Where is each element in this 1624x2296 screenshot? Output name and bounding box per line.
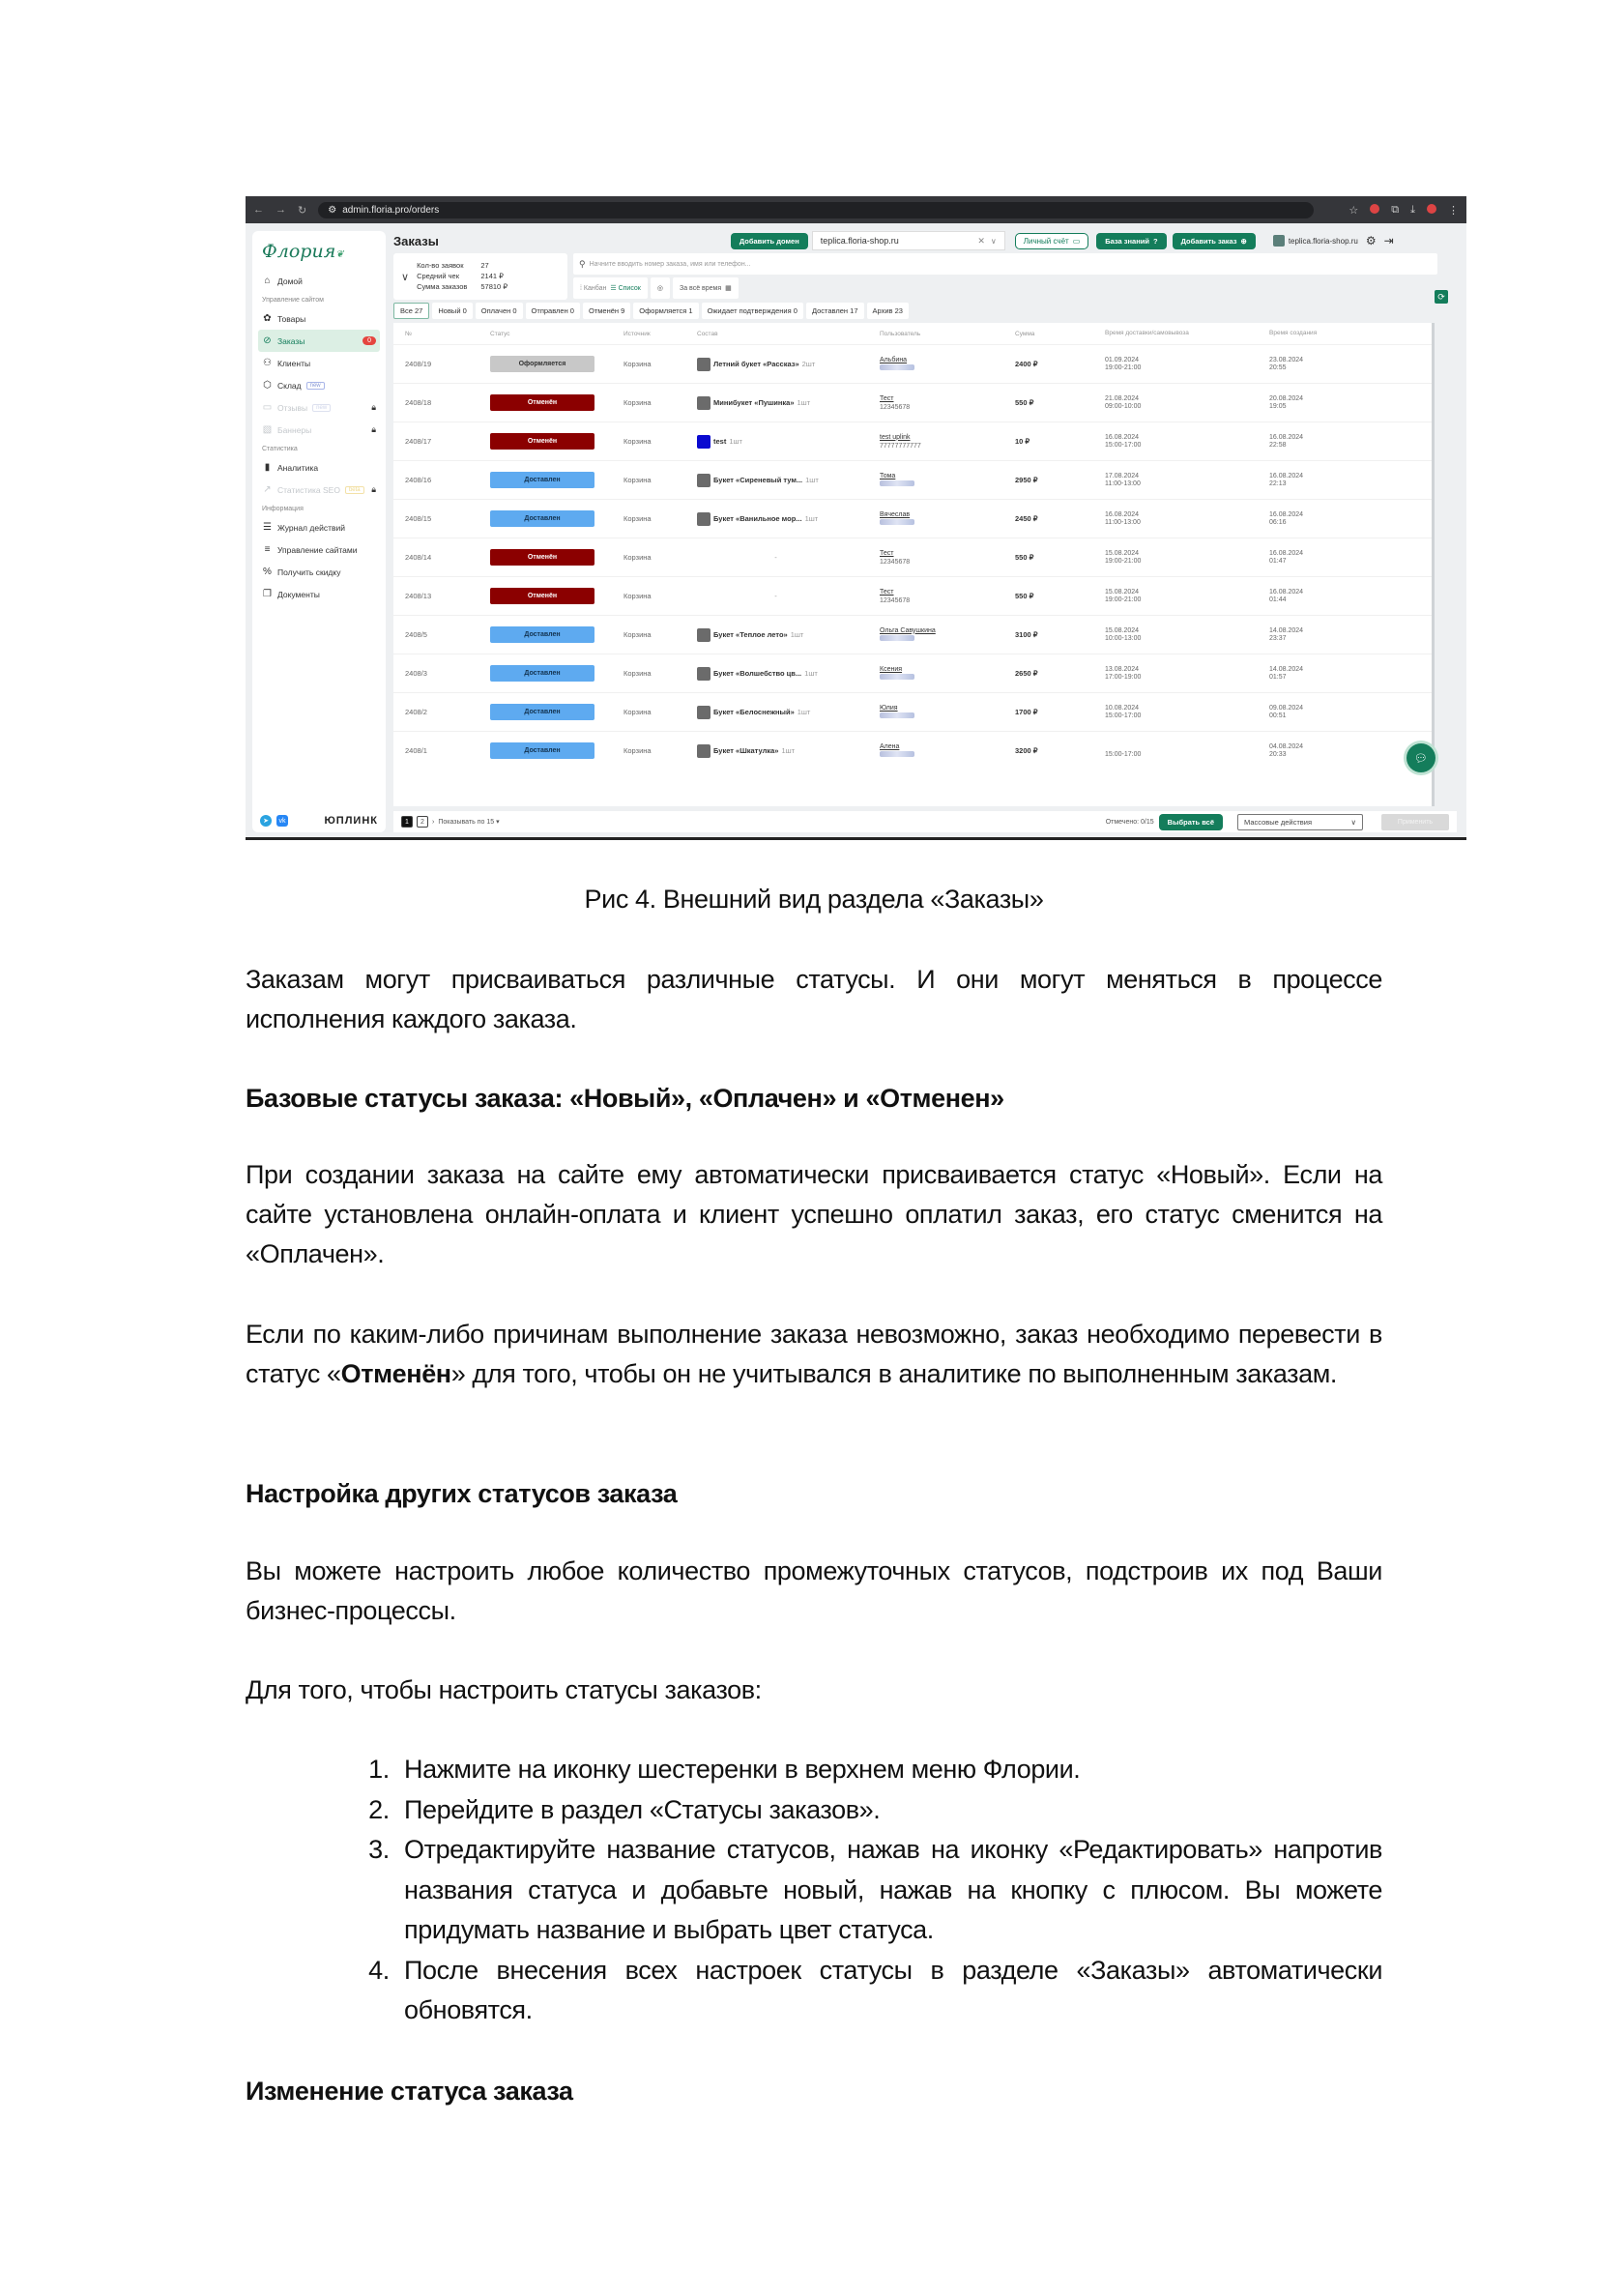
table-row[interactable] xyxy=(393,692,1432,731)
tab-awaiting-confirmation[interactable]: Ожидает подтверждения 0 xyxy=(702,303,803,319)
user-phone: 12345678 xyxy=(880,403,911,411)
heading-other-statuses: Настройка других статусов заказа xyxy=(246,1479,678,1508)
blurred-phone xyxy=(880,519,914,525)
user-phone: 12345678 xyxy=(880,558,911,566)
order-composition: Минибукет «Пушинка» 1шт xyxy=(672,396,880,410)
list-item: 4. После внесения всех настроек статусы в разделе «Заказы» автоматически обновятся. xyxy=(396,1951,1382,2031)
product-thumbnail xyxy=(697,628,710,642)
order-search-input[interactable]: ⚲ Начните вводить номер заказа, имя или телефон... xyxy=(573,253,1437,275)
table-row[interactable] xyxy=(393,344,1432,383)
telegram-icon[interactable]: ➤ xyxy=(260,815,272,827)
product-thumbnail xyxy=(697,435,710,449)
basket-icon: ⊕ xyxy=(1240,236,1247,246)
order-composition: - xyxy=(774,592,777,600)
created-time: 16.08.2024 22:58 xyxy=(1269,433,1304,449)
select-all-button[interactable]: Выбрать всё xyxy=(1159,814,1223,830)
order-user xyxy=(880,433,1015,450)
sidebar-item-documents[interactable]: ❐ Документы xyxy=(263,589,320,599)
order-number[interactable]: 2408/17 xyxy=(405,437,432,446)
sprig-icon: ❦ xyxy=(335,249,344,260)
tab-delivered[interactable]: Доставлен 17 xyxy=(806,303,864,319)
created-time: 16.08.2024 06:16 xyxy=(1269,510,1304,526)
wallet-icon: ▭ xyxy=(1072,236,1081,246)
stats-table: Кол-во заявок 27 Средний чек 2141 ₽ Сумма заказов 57810 ₽ xyxy=(417,260,508,291)
beta-tag: beta xyxy=(345,486,364,494)
canceled-status-term: Отменён xyxy=(340,1359,451,1388)
delivery-time: 15.08.2024 19:00-21:00 xyxy=(1105,588,1142,603)
order-sum: 2450 ₽ xyxy=(1015,514,1038,523)
forward-icon[interactable]: → xyxy=(276,204,286,216)
tab-canceled[interactable]: Отменён 9 xyxy=(583,303,630,319)
tab-all[interactable]: Все 27 xyxy=(393,303,429,319)
vk-icon[interactable]: vk xyxy=(276,815,288,827)
order-source: Корзина xyxy=(624,360,652,368)
sidebar-item-seo-stats[interactable]: ↗ Статистика SEO beta 🔒︎ xyxy=(263,484,376,495)
apply-button[interactable]: Применить xyxy=(1381,814,1449,830)
status-badge[interactable]: Отменён xyxy=(490,394,594,411)
order-user xyxy=(880,626,1015,644)
download-icon[interactable]: ⤓ xyxy=(1410,203,1415,216)
search-icon: ⚲ xyxy=(579,258,586,269)
delivery-time: 01.09.2024 19:00-21:00 xyxy=(1105,356,1142,371)
page-2-button[interactable]: 2 xyxy=(417,816,428,828)
status-badge[interactable]: Отменён xyxy=(490,433,594,450)
setup-steps-list xyxy=(340,1750,1382,2031)
table-row[interactable] xyxy=(393,460,1432,499)
per-page-select[interactable]: Показывать по 15 ▾ xyxy=(438,819,500,826)
status-badge[interactable]: Отменён xyxy=(490,588,594,604)
blurred-phone xyxy=(880,751,914,757)
order-user xyxy=(880,394,1015,412)
order-composition: Букет «Теплое лето» 1шт xyxy=(672,628,880,642)
filter-settings-button[interactable] xyxy=(651,277,670,299)
order-source: Корзина xyxy=(624,476,652,484)
orders-screenshot-figure xyxy=(246,196,1466,840)
order-composition: Букет «Волшебство цв... 1шт xyxy=(672,667,880,681)
order-composition: Летний букет «Рассказ» 2шт xyxy=(672,358,880,371)
order-number[interactable]: 2408/5 xyxy=(405,630,427,639)
status-tabs xyxy=(393,303,909,319)
home-icon: ⌂ xyxy=(264,276,271,286)
bulk-actions-select[interactable]: Массовые действия ∨ xyxy=(1237,814,1363,830)
sidebar-item-get-discount[interactable]: % Получить скидку xyxy=(263,567,341,577)
sidebar-section-site: Управление сайтом xyxy=(262,297,324,304)
status-badge[interactable]: Доставлен xyxy=(490,704,594,720)
current-site[interactable]: teplica.floria-shop.ru xyxy=(1273,235,1358,247)
created-time: 09.08.2024 00:51 xyxy=(1269,704,1304,719)
orders-icon: ⊘ xyxy=(263,335,272,346)
order-user xyxy=(880,588,1015,605)
flower-icon: ✿ xyxy=(263,313,272,324)
order-user xyxy=(880,742,1015,760)
chat-button[interactable] xyxy=(1406,743,1436,772)
refresh-button[interactable]: ⟳ xyxy=(1435,290,1448,304)
product-thumbnail xyxy=(697,667,710,681)
order-user xyxy=(880,704,1015,721)
order-number[interactable]: 2408/2 xyxy=(405,708,427,716)
site-settings-icon[interactable]: ⚙ xyxy=(328,204,337,216)
new-tag: new xyxy=(306,382,325,390)
order-composition: Букет «Шкатулка» 1шт xyxy=(672,744,880,758)
site-thumbnail xyxy=(1273,235,1285,247)
reload-icon[interactable]: ↻ xyxy=(298,204,307,217)
calendar-icon: ▦ xyxy=(725,285,732,292)
reviews-icon: ▭ xyxy=(262,402,273,413)
settings-ring-icon: ◎ xyxy=(656,285,663,292)
address-bar[interactable] xyxy=(318,202,1314,218)
extensions-puzzle-icon[interactable]: ⧉ xyxy=(1391,203,1400,216)
status-badge[interactable]: Доставлен xyxy=(490,626,594,643)
status-badge[interactable]: Оформляется xyxy=(490,356,594,372)
selected-count: Отмечено: 0/15 xyxy=(1105,818,1154,826)
blurred-phone xyxy=(880,480,914,486)
sidebar-footer xyxy=(260,815,378,827)
order-source: Корзина xyxy=(624,553,652,562)
status-badge[interactable]: Отменён xyxy=(490,549,594,566)
paragraph-statuses-intro: Заказам могут присваиваться различные статусы. И они могут меняться в процессе исполнения каждого заказа. xyxy=(246,965,1382,1033)
order-number[interactable]: 2408/18 xyxy=(405,398,432,407)
blurred-phone xyxy=(880,635,914,641)
table-row[interactable] xyxy=(393,538,1432,576)
order-number[interactable]: 2408/19 xyxy=(405,360,432,368)
sidebar-item-warehouse[interactable]: ⬡ Склад new xyxy=(258,374,380,396)
order-source: Корзина xyxy=(624,398,652,407)
domain-select[interactable]: teplica.floria-shop.ru ✕ ∨ xyxy=(812,231,1005,250)
created-time: 20.08.2024 19:05 xyxy=(1269,394,1304,410)
product-thumbnail xyxy=(697,396,710,410)
table-row[interactable] xyxy=(393,421,1432,460)
list-item: 3. Отредактируйте название статусов, нажав на иконку «Редактировать» напротив названия статуса и добавьте новый, нажав на кнопку с плюсом. Вы можете придумать название и выбрать цвет статуса. xyxy=(396,1830,1382,1951)
order-sum: 550 ₽ xyxy=(1015,553,1034,562)
page-title: Заказы xyxy=(393,233,439,248)
clear-icon[interactable]: ✕ xyxy=(977,235,985,246)
table-row[interactable] xyxy=(393,499,1432,538)
user-link[interactable]: Тома xyxy=(880,472,896,480)
lock-icon: 🔒︎ xyxy=(371,402,376,412)
paragraph-custom-statuses: Вы можете настроить любое количество промежуточных статусов, подстроив их под Ваши бизнес-процессы. xyxy=(246,1556,1382,1625)
sidebar-section-info: Информация xyxy=(262,506,304,512)
browser-menu-icon[interactable]: ⋮ xyxy=(1448,204,1459,217)
paragraph-new-paid: При создании заказа на сайте ему автоматически присваивается статус «Новый». Если на сайте установлена онлайн-оплата и клиент успешно оплатил заказ, его статус сменится на «Оплачен». xyxy=(246,1160,1382,1268)
delivery-time: 16.08.2024 15:00-17:00 xyxy=(1105,433,1142,449)
user-link[interactable]: Тест xyxy=(880,588,894,596)
orders-stats xyxy=(393,253,567,300)
order-user xyxy=(880,510,1015,528)
user-phone: 12345678 xyxy=(880,596,911,604)
order-source: Корзина xyxy=(624,514,652,523)
trend-icon: ↗ xyxy=(263,484,272,495)
sidebar-section-stats: Статистика xyxy=(262,446,298,452)
users-icon: ⚇ xyxy=(263,358,272,368)
order-number[interactable]: 2408/14 xyxy=(405,553,432,562)
table-row[interactable] xyxy=(393,731,1432,770)
order-sum: 550 ₽ xyxy=(1015,398,1034,407)
box-icon: ⬡ xyxy=(263,380,272,391)
sidebar-item-site-management[interactable]: ≡ Управление сайтами xyxy=(258,538,380,561)
order-sum: 1700 ₽ xyxy=(1015,708,1038,716)
table-row[interactable] xyxy=(393,654,1432,692)
order-source: Корзина xyxy=(624,669,652,678)
table-row[interactable] xyxy=(393,615,1432,654)
order-user xyxy=(880,356,1015,373)
new-tag: new xyxy=(312,404,331,412)
lines-icon: ≡ xyxy=(264,544,271,555)
gear-icon[interactable]: ⚙ xyxy=(1365,234,1377,247)
blurred-phone xyxy=(880,674,914,680)
order-sum: 3100 ₽ xyxy=(1015,630,1038,639)
table-header: № Статус Источник Состав Пользователь Сумма Время доставки/самовывоза Время создания xyxy=(405,330,1318,337)
figure-caption: Рис 4. Внешний вид раздела «Заказы» xyxy=(584,885,1044,914)
created-time: 04.08.2024 20:33 xyxy=(1269,742,1304,758)
created-time: 16.08.2024 01:47 xyxy=(1269,549,1304,565)
url-text: admin.floria.pro/orders xyxy=(342,204,440,216)
product-thumbnail xyxy=(697,512,710,526)
table-footer xyxy=(393,811,1457,832)
tab-archive[interactable]: Архив 23 xyxy=(867,303,909,319)
blurred-phone xyxy=(880,364,914,370)
order-source: Корзина xyxy=(624,630,652,639)
browser-toolbar xyxy=(246,196,1466,223)
status-badge[interactable]: Доставлен xyxy=(490,472,594,488)
order-sum: 3200 ₽ xyxy=(1015,746,1038,755)
extension-icon[interactable] xyxy=(1370,204,1379,214)
status-badge[interactable]: Доставлен xyxy=(490,742,594,759)
heading-change-status: Изменение статуса заказа xyxy=(246,2077,573,2106)
discount-icon: % xyxy=(263,567,272,577)
top-header xyxy=(393,231,1460,250)
sidebar-item-products[interactable]: ✿ Товары xyxy=(263,313,306,324)
user-phone: 77777777777 xyxy=(880,442,921,450)
lock-icon: 🔒︎ xyxy=(371,484,376,494)
order-number[interactable]: 2408/15 xyxy=(405,514,432,523)
sidebar-item-action-log[interactable]: ☰ Журнал действий xyxy=(263,522,345,533)
order-sum: 2400 ₽ xyxy=(1015,360,1038,368)
user-link[interactable]: Тест xyxy=(880,394,894,402)
delivery-time: 17.08.2024 11:00-13:00 xyxy=(1105,472,1141,487)
order-user xyxy=(880,549,1015,567)
blurred-phone xyxy=(880,712,914,718)
created-time: 23.08.2024 20:55 xyxy=(1269,356,1304,371)
order-sum: 2650 ₽ xyxy=(1015,669,1038,678)
order-composition: Букет «Белоснежный» 1шт xyxy=(672,706,880,719)
order-source: Корзина xyxy=(624,592,652,600)
bookmark-star-icon[interactable]: ☆ xyxy=(1348,204,1359,217)
main-content xyxy=(393,231,1460,832)
order-source: Корзина xyxy=(624,437,652,446)
table-row[interactable] xyxy=(393,383,1432,421)
view-toggle xyxy=(573,277,648,299)
created-time: 16.08.2024 01:44 xyxy=(1269,588,1304,603)
knowledge-base-button[interactable]: База знаний ? xyxy=(1096,233,1166,249)
collapse-chevron-icon[interactable]: ∨ xyxy=(401,271,410,283)
tab-processing[interactable]: Оформляется 1 xyxy=(633,303,698,319)
delivery-time: 13.08.2024 17:00-19:00 xyxy=(1105,665,1142,681)
order-sum: 550 ₽ xyxy=(1015,592,1034,600)
paragraph-canceled: Если по каким-либо причинам выполнение заказа невозможно, заказ необходимо перевести в статус «Отменён» для того, чтобы он не учитывался в аналитике по выполненным заказам. xyxy=(246,1320,1382,1388)
profile-avatar[interactable] xyxy=(1427,204,1436,214)
next-page-icon[interactable]: › xyxy=(432,818,435,826)
list-item: 1. Нажмите на иконку шестеренки в верхнем меню Флории. xyxy=(396,1750,1382,1790)
sidebar-item-orders[interactable]: ⊘ Заказы 0 xyxy=(258,330,380,352)
delivery-time: 21.08.2024 09:00-10:00 xyxy=(1105,394,1142,410)
delivery-time: 15.08.2024 19:00-21:00 xyxy=(1105,549,1142,565)
add-order-button[interactable]: Добавить заказ ⊕ xyxy=(1173,233,1256,249)
tab-paid[interactable]: Оплачен 0 xyxy=(476,303,523,319)
image-icon: ▧ xyxy=(262,424,273,435)
product-thumbnail xyxy=(697,744,710,758)
logout-icon[interactable]: ⇥ xyxy=(1383,234,1394,247)
delivery-time: 15:00-17:00 xyxy=(1105,750,1142,758)
question-icon: ? xyxy=(1152,236,1158,246)
period-picker[interactable]: За всё время ▦ xyxy=(673,277,739,299)
orders-count-badge: 0 xyxy=(362,336,376,345)
product-thumbnail xyxy=(697,474,710,487)
created-time: 14.08.2024 23:37 xyxy=(1269,626,1304,642)
order-user xyxy=(880,665,1015,683)
order-sum: 10 ₽ xyxy=(1015,437,1030,446)
order-composition: Букет «Сиреневый тум... 1шт xyxy=(672,474,880,487)
table-body xyxy=(393,344,1432,770)
user-link[interactable]: Альбина xyxy=(880,356,908,363)
delivery-time: 16.08.2024 11:00-13:00 xyxy=(1105,510,1141,526)
user-link[interactable]: Юлия xyxy=(880,704,898,712)
status-badge[interactable]: Доставлен xyxy=(490,510,594,527)
log-icon: ☰ xyxy=(263,522,272,533)
chevron-down-icon[interactable]: ∨ xyxy=(990,236,997,246)
user-link[interactable]: Ольга Савушкина xyxy=(880,626,936,634)
orders-table xyxy=(393,323,1435,806)
delivery-time: 15.08.2024 10:00-13:00 xyxy=(1105,626,1142,642)
documents-icon: ❐ xyxy=(263,589,272,599)
user-link[interactable]: test uplink xyxy=(880,433,911,441)
order-number[interactable]: 2408/13 xyxy=(405,592,432,600)
order-number[interactable]: 2408/16 xyxy=(405,476,432,484)
uplink-logo[interactable]: ЮПЛИНК xyxy=(324,815,378,827)
user-link[interactable]: Вячеслав xyxy=(880,510,911,518)
kanban-view-button[interactable]: ⁞ Канбан xyxy=(580,284,607,292)
order-composition: test 1шт xyxy=(672,435,880,449)
order-composition: - xyxy=(774,553,777,562)
list-item: 2. Перейдите в раздел «Статусы заказов». xyxy=(396,1790,1382,1831)
page-1-button[interactable]: 1 xyxy=(401,816,413,828)
user-link[interactable]: Алена xyxy=(880,742,900,750)
order-sum: 2950 ₽ xyxy=(1015,476,1038,484)
sidebar-item-home[interactable]: ⌂ Домой xyxy=(258,270,380,292)
list-view-button[interactable]: ☰ Список xyxy=(610,285,641,292)
floria-logo[interactable]: Флория❦ xyxy=(262,241,344,262)
sidebar-item-clients[interactable]: ⚇ Клиенты xyxy=(263,358,311,368)
personal-account-button[interactable]: Личный счёт ▭ xyxy=(1015,233,1089,249)
sidebar-item-banners[interactable]: ▧ Баннеры 🔒︎ xyxy=(262,424,376,435)
user-link[interactable]: Тест xyxy=(880,549,894,557)
chat-icon: 💬︎ xyxy=(1414,752,1428,765)
table-row[interactable] xyxy=(393,576,1432,615)
bar-chart-icon: ▮ xyxy=(264,462,271,473)
created-time: 14.08.2024 01:57 xyxy=(1269,665,1304,681)
sidebar xyxy=(252,231,386,832)
tab-new[interactable]: Новый 0 xyxy=(432,303,472,319)
tab-sent[interactable]: Отправлен 0 xyxy=(526,303,580,319)
status-badge[interactable]: Доставлен xyxy=(490,665,594,682)
delivery-time: 10.08.2024 15:00-17:00 xyxy=(1105,704,1142,719)
product-thumbnail xyxy=(697,706,710,719)
heading-base-statuses: Базовые статусы заказа: «Новый», «Оплачен» и «Отменен» xyxy=(246,1084,1004,1113)
add-domain-button[interactable]: Добавить домен xyxy=(731,233,808,249)
order-composition: Букет «Ванильное мор... 1шт xyxy=(672,512,880,526)
back-icon[interactable]: ← xyxy=(253,204,264,216)
sidebar-item-reviews[interactable]: ▭ Отзывы new 🔒︎ xyxy=(262,402,376,413)
order-number[interactable]: 2408/1 xyxy=(405,746,427,755)
orders-summary-row xyxy=(393,253,1437,300)
created-time: 16.08.2024 22:13 xyxy=(1269,472,1304,487)
order-number[interactable]: 2408/3 xyxy=(405,669,427,678)
order-source: Корзина xyxy=(624,708,652,716)
chevron-down-icon: ∨ xyxy=(1350,817,1356,827)
order-user xyxy=(880,472,1015,489)
sidebar-item-analytics[interactable]: ▮ Аналитика xyxy=(258,456,380,479)
order-source: Корзина xyxy=(624,746,652,755)
paragraph-setup-intro: Для того, чтобы настроить статусы заказов: xyxy=(246,1675,762,1704)
product-thumbnail xyxy=(697,358,710,371)
lock-icon: 🔒︎ xyxy=(371,424,376,434)
user-link[interactable]: Ксения xyxy=(880,665,903,673)
